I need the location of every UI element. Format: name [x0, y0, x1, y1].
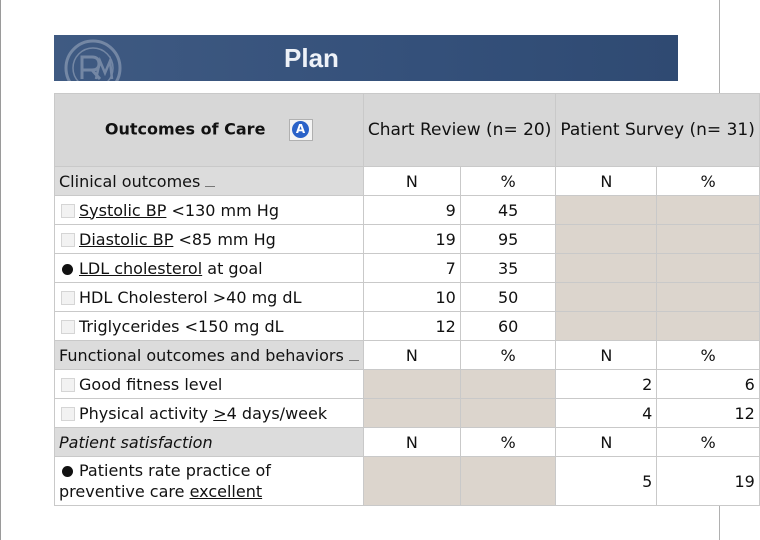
ldl-criterion: at goal	[202, 258, 263, 278]
square-bullet-icon	[61, 291, 75, 305]
table-row	[55, 196, 760, 225]
ldl-pct: 35	[460, 254, 556, 283]
survey-pct-header: %	[657, 167, 760, 196]
rate-n: 5	[556, 457, 657, 506]
chart-n-header: N	[363, 167, 460, 196]
table-row	[55, 312, 760, 341]
activity-criterion: 4 days/week	[226, 403, 328, 423]
empty-cell	[657, 283, 760, 312]
rate-pct: 19	[657, 457, 760, 506]
empty-cell	[556, 312, 657, 341]
square-bullet-icon	[61, 320, 75, 334]
action-a-icon[interactable]: A	[289, 119, 313, 141]
empty-cell	[363, 457, 460, 506]
table-row	[55, 370, 760, 399]
satisfaction-chart-n-header: N	[363, 428, 460, 457]
patient-survey-header: Patient Survey (n= 31)	[556, 94, 759, 167]
fitness-pct: 6	[657, 370, 760, 399]
activity-pct: 12	[657, 399, 760, 428]
chart-review-header: Chart Review (n= 20)	[363, 94, 556, 167]
empty-cell	[556, 283, 657, 312]
link-placeholder[interactable]	[349, 346, 359, 361]
fitness-label	[55, 370, 364, 399]
table-row	[55, 457, 760, 506]
hdl-pct: 50	[460, 283, 556, 312]
table-row	[55, 399, 760, 428]
square-bullet-icon	[61, 378, 75, 392]
empty-cell	[657, 225, 760, 254]
logo-watermark-icon	[62, 37, 124, 99]
empty-cell	[460, 399, 556, 428]
rate-practice-label	[55, 457, 364, 506]
triglycerides-text: Triglycerides <150 mg dL	[79, 316, 284, 336]
empty-cell	[363, 370, 460, 399]
hdl-label	[55, 283, 364, 312]
diastolic-link[interactable]: Diastolic BP	[79, 229, 174, 249]
hdl-text: HDL Cholesterol >40 mg dL	[79, 287, 302, 307]
empty-cell	[460, 370, 556, 399]
outcomes-table	[54, 93, 760, 506]
functional-outcomes-label	[55, 341, 364, 370]
systolic-label	[55, 196, 364, 225]
functional-chart-pct-header: %	[460, 341, 556, 370]
activity-n: 4	[556, 399, 657, 428]
clinical-outcomes-text: Clinical outcomes	[59, 171, 201, 191]
systolic-pct: 45	[460, 196, 556, 225]
functional-survey-n-header: N	[556, 341, 657, 370]
fitness-text: Good fitness level	[79, 374, 223, 394]
empty-cell	[556, 196, 657, 225]
activity-operator: >	[213, 403, 227, 423]
table-header-row	[55, 94, 760, 167]
fitness-n: 2	[556, 370, 657, 399]
table-row	[55, 254, 760, 283]
empty-cell	[657, 312, 760, 341]
hdl-n: 10	[363, 283, 460, 312]
functional-chart-n-header: N	[363, 341, 460, 370]
diastolic-criterion: <85 mm Hg	[173, 229, 276, 249]
round-bullet-icon	[62, 264, 73, 275]
satisfaction-label: Patient satisfaction	[55, 428, 364, 457]
outcomes-header-cell	[55, 94, 364, 167]
square-bullet-icon	[61, 233, 75, 247]
title-banner	[54, 35, 678, 81]
ldl-label	[55, 254, 364, 283]
ldl-link[interactable]: LDL cholesterol	[79, 258, 203, 278]
ldl-n: 7	[363, 254, 460, 283]
table-row	[55, 283, 760, 312]
survey-n-header: N	[556, 167, 657, 196]
diastolic-n: 19	[363, 225, 460, 254]
chart-pct-header: %	[460, 167, 556, 196]
triglycerides-n: 12	[363, 312, 460, 341]
triglycerides-pct: 60	[460, 312, 556, 341]
table-row	[55, 428, 760, 457]
empty-cell	[657, 196, 760, 225]
activity-label	[55, 399, 364, 428]
table-row	[55, 341, 760, 370]
page-title: Plan	[284, 43, 339, 73]
diastolic-label	[55, 225, 364, 254]
systolic-n: 9	[363, 196, 460, 225]
square-bullet-icon	[61, 407, 75, 421]
outcomes-header-label: Outcomes of Care	[104, 119, 266, 139]
satisfaction-survey-pct-header: %	[657, 428, 760, 457]
functional-outcomes-text: Functional outcomes and behaviors	[59, 345, 344, 365]
triglycerides-label	[55, 312, 364, 341]
square-bullet-icon	[61, 204, 75, 218]
clinical-outcomes-label	[55, 167, 364, 196]
systolic-criterion: <130 mm Hg	[166, 200, 279, 220]
satisfaction-survey-n-header: N	[556, 428, 657, 457]
rate-practice-text: Patients rate practice of preventive care	[59, 461, 271, 501]
systolic-link[interactable]: Systolic BP	[79, 200, 167, 220]
empty-cell	[556, 254, 657, 283]
round-bullet-icon	[62, 466, 73, 477]
empty-cell	[460, 457, 556, 506]
empty-cell	[556, 225, 657, 254]
diastolic-pct: 95	[460, 225, 556, 254]
empty-cell	[363, 399, 460, 428]
rate-excellent-link[interactable]: excellent	[189, 482, 263, 501]
activity-text: Physical activity	[79, 403, 214, 423]
satisfaction-chart-pct-header: %	[460, 428, 556, 457]
frame-left-edge	[0, 0, 1, 540]
empty-cell	[657, 254, 760, 283]
table-row	[55, 167, 760, 196]
functional-survey-pct-header: %	[657, 341, 760, 370]
table-row	[55, 225, 760, 254]
link-placeholder[interactable]	[205, 172, 215, 187]
